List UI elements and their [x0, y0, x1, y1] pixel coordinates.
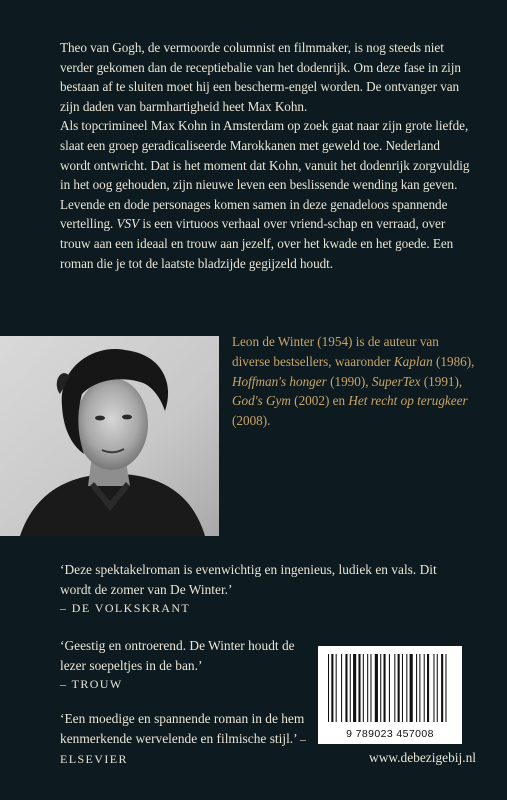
- publisher-website[interactable]: www.debezigebij.nl: [369, 750, 476, 765]
- barcode-bar: [389, 654, 390, 722]
- quote-text: ‘Een moedige en spannende roman in de hem kenmerkende wervelende en filmische stijl.’: [60, 711, 305, 746]
- barcode-bar: [445, 654, 446, 722]
- barcode-bar: [416, 654, 417, 722]
- blurb-text: Levende en dode personages komen samen in deze genadeloos spannende vertelling.: [60, 196, 448, 232]
- bio-book-title: Hoffman's honger: [232, 373, 327, 389]
- book-title: VSV: [116, 216, 140, 232]
- quote-source: – TROUW: [60, 677, 123, 692]
- bio-book-title: Kaplan: [393, 353, 433, 369]
- isbn-barcode: [318, 646, 462, 744]
- barcode-bar: [394, 654, 395, 722]
- barcode-bar: [427, 654, 429, 722]
- bio-text: (2008).: [232, 413, 271, 429]
- barcode-bar: [441, 654, 443, 722]
- back-cover-blurb: [60, 38, 472, 273]
- bio-book-title: Het recht op terugkeer: [348, 393, 468, 409]
- author-photo: [0, 336, 219, 536]
- barcode-bar: [345, 654, 347, 722]
- barcode-bar: [328, 654, 329, 722]
- review-quote: [60, 636, 300, 695]
- barcode-bar: [410, 654, 413, 722]
- bio-book-title: SuperTex: [371, 373, 421, 389]
- blurb-paragraph-2: Als topcrimineel Max Kohn in Amsterdam op zoek gaat naar zijn grote liefde, slaat een groep geradicaliseerde Marokkanen met geweld toe. Nederland wordt ontwricht. Dat is het moment dat Kohn, vanuit het dodenrijk zorgvuldig in het oog gehouden, zijn nieuwe leven een beslissende wending kan geven.: [60, 118, 470, 193]
- bio-text: (1991),: [423, 373, 463, 389]
- blurb-text: is een virtuoos verhaal over vriend-schap en verraad, over trouw aan een ideaal en trouw aan jezelf, over het kwade en het goede. Een roman die je tot de laatste bladzijde gegijzeld houdt.: [60, 216, 454, 271]
- barcode-bar: [370, 654, 371, 722]
- barcode-bar: [363, 654, 364, 722]
- barcode-bar: [437, 654, 438, 722]
- blurb-paragraph-3: [60, 195, 472, 273]
- bio-text: (1986),: [436, 353, 475, 369]
- barcode-bar: [350, 654, 351, 722]
- review-quote: [60, 560, 460, 619]
- quote-source: – DE VOLKSKRANT: [60, 601, 191, 616]
- barcode-bar: [358, 654, 360, 722]
- barcode-bar: [331, 654, 333, 722]
- barcode-bar: [375, 654, 378, 722]
- quote-text: ‘Geestig en ontroerend. De Winter houdt de lezer soepeltjes in de ban.’: [60, 638, 295, 673]
- bio-text: (1990),: [330, 373, 369, 389]
- author-bio: [232, 332, 478, 431]
- barcode-bars: [318, 650, 462, 730]
- barcode-bar: [419, 654, 420, 722]
- barcode-bar: [433, 654, 434, 722]
- barcode-bar: [380, 654, 381, 722]
- barcode-bar: [336, 654, 337, 722]
- bio-text: (2002) en: [294, 393, 346, 409]
- barcode-bar: [402, 654, 403, 722]
- barcode-bar: [367, 654, 368, 722]
- barcode-bar: [353, 654, 356, 722]
- bio-book-title: God's Gym: [232, 393, 291, 409]
- quote-source: – ELSEVIER: [60, 731, 308, 767]
- barcode-digits: 9 789023 457008: [346, 728, 434, 740]
- quote-text: ‘Deze spektakelroman is evenwichtig en ingenieus, ludiek en vals. Dit wordt de zomer van De Winter.’: [60, 562, 437, 597]
- barcode-bar: [384, 654, 386, 722]
- barcode-bar: [424, 654, 425, 722]
- bio-text: Leon de Winter (1954) is de auteur van diverse bestsellers, waaronder: [232, 334, 439, 369]
- author-portrait-image: [0, 336, 219, 536]
- review-quote: [60, 709, 310, 770]
- barcode-bar: [406, 654, 407, 722]
- blurb-paragraph-1: Theo van Gogh, de vermoorde columnist en filmmaker, is nog steeds niet verder gekomen dan de receptiebalie van het dodenrijk. Om deze fase in zijn bestaan af te sluiten moet hij een bescherm-engel worden. De ontvanger van zijn daden van barmhartigheid heet Max Kohn.: [60, 40, 461, 114]
- barcode-bar: [341, 654, 342, 722]
- barcode-bar: [398, 654, 400, 722]
